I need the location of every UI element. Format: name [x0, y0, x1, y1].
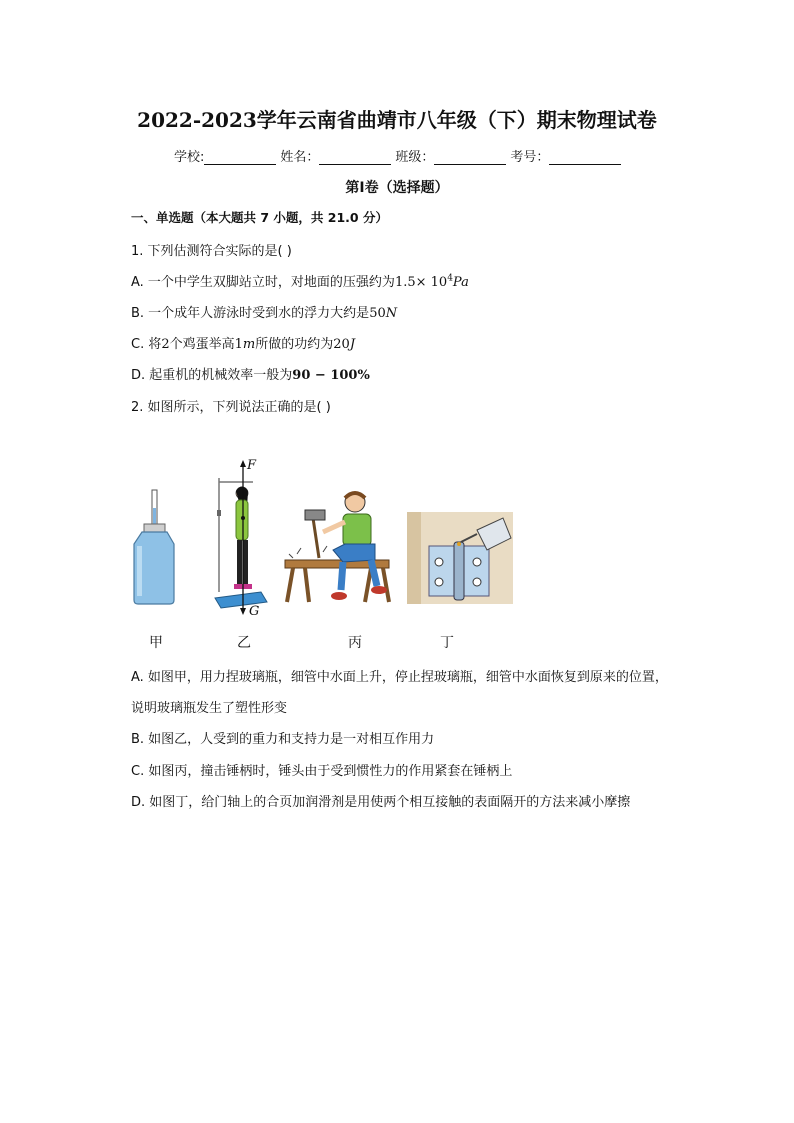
q2-option-b: B. 如图乙，人受到的重力和支持力是一对相互作用力	[131, 732, 435, 747]
q2-stem: 2. 如图所示，下列说法正确的是( )	[131, 400, 331, 415]
page-title: 2022-2023学年云南省曲靖市八年级（下）期末物理试卷	[137, 108, 657, 132]
q2-option-a-line2: 说明玻璃瓶发生了塑性形变	[131, 701, 288, 716]
school-label: 学校:	[174, 150, 205, 165]
q1-option-b: B. 一个成年人游泳时受到水的浮力大约是50N	[131, 306, 398, 321]
name-label: 姓名：	[280, 150, 320, 165]
q1-stem: 1. 下列估测符合实际的是( )	[131, 244, 292, 259]
q1-option-d: D. 起重机的机械效率一般为90 − 100%	[131, 368, 370, 383]
exam-number-label: 考号：	[510, 150, 550, 165]
figure-label-jia: 甲	[149, 635, 163, 651]
figure-label-yi: 乙	[237, 635, 251, 651]
figure-label-ding: 丁	[440, 635, 454, 651]
volume-heading: 第I卷（选择题）	[345, 180, 449, 196]
hinge-oiling-figure	[407, 512, 513, 604]
q1-option-a: A. 一个中学生双脚站立时，对地面的压强约为$1.5\times 10^4Pa$	[131, 273, 469, 290]
q2-option-d: D. 如图丁，给门轴上的合页加润滑剂是用使两个相互接触的表面隔开的方法来减小摩擦	[131, 795, 631, 810]
student-info-row	[174, 146, 625, 165]
section-heading: 一、单选题（本大题共 7 小题，共 21.0 分）	[131, 210, 388, 225]
glass-bottle-figure	[130, 488, 178, 606]
q1-option-c: C. 将2个鸡蛋举高1m所做的功约为20J	[131, 337, 356, 352]
school-blank	[204, 150, 276, 165]
man-hammering-figure	[283, 488, 395, 606]
q2-figures	[125, 458, 525, 618]
force-label-g: G	[249, 604, 260, 619]
force-label-f: F	[247, 458, 257, 473]
q2-option-c: C. 如图丙，撞击锤柄时，锤头由于受到惯性力的作用紧套在锤柄上	[131, 764, 513, 779]
class-label: 班级：	[395, 150, 435, 165]
exam-number-blank	[549, 150, 621, 165]
q2-option-a-line1: A. 如图甲，用力捏玻璃瓶，细管中水面上升，停止捏玻璃瓶，细管中水面恢复到原来的位置，	[131, 670, 668, 685]
class-blank	[434, 150, 506, 165]
name-blank	[319, 150, 391, 165]
girl-on-scale-figure	[213, 460, 269, 620]
figure-label-bing: 丙	[348, 635, 362, 651]
